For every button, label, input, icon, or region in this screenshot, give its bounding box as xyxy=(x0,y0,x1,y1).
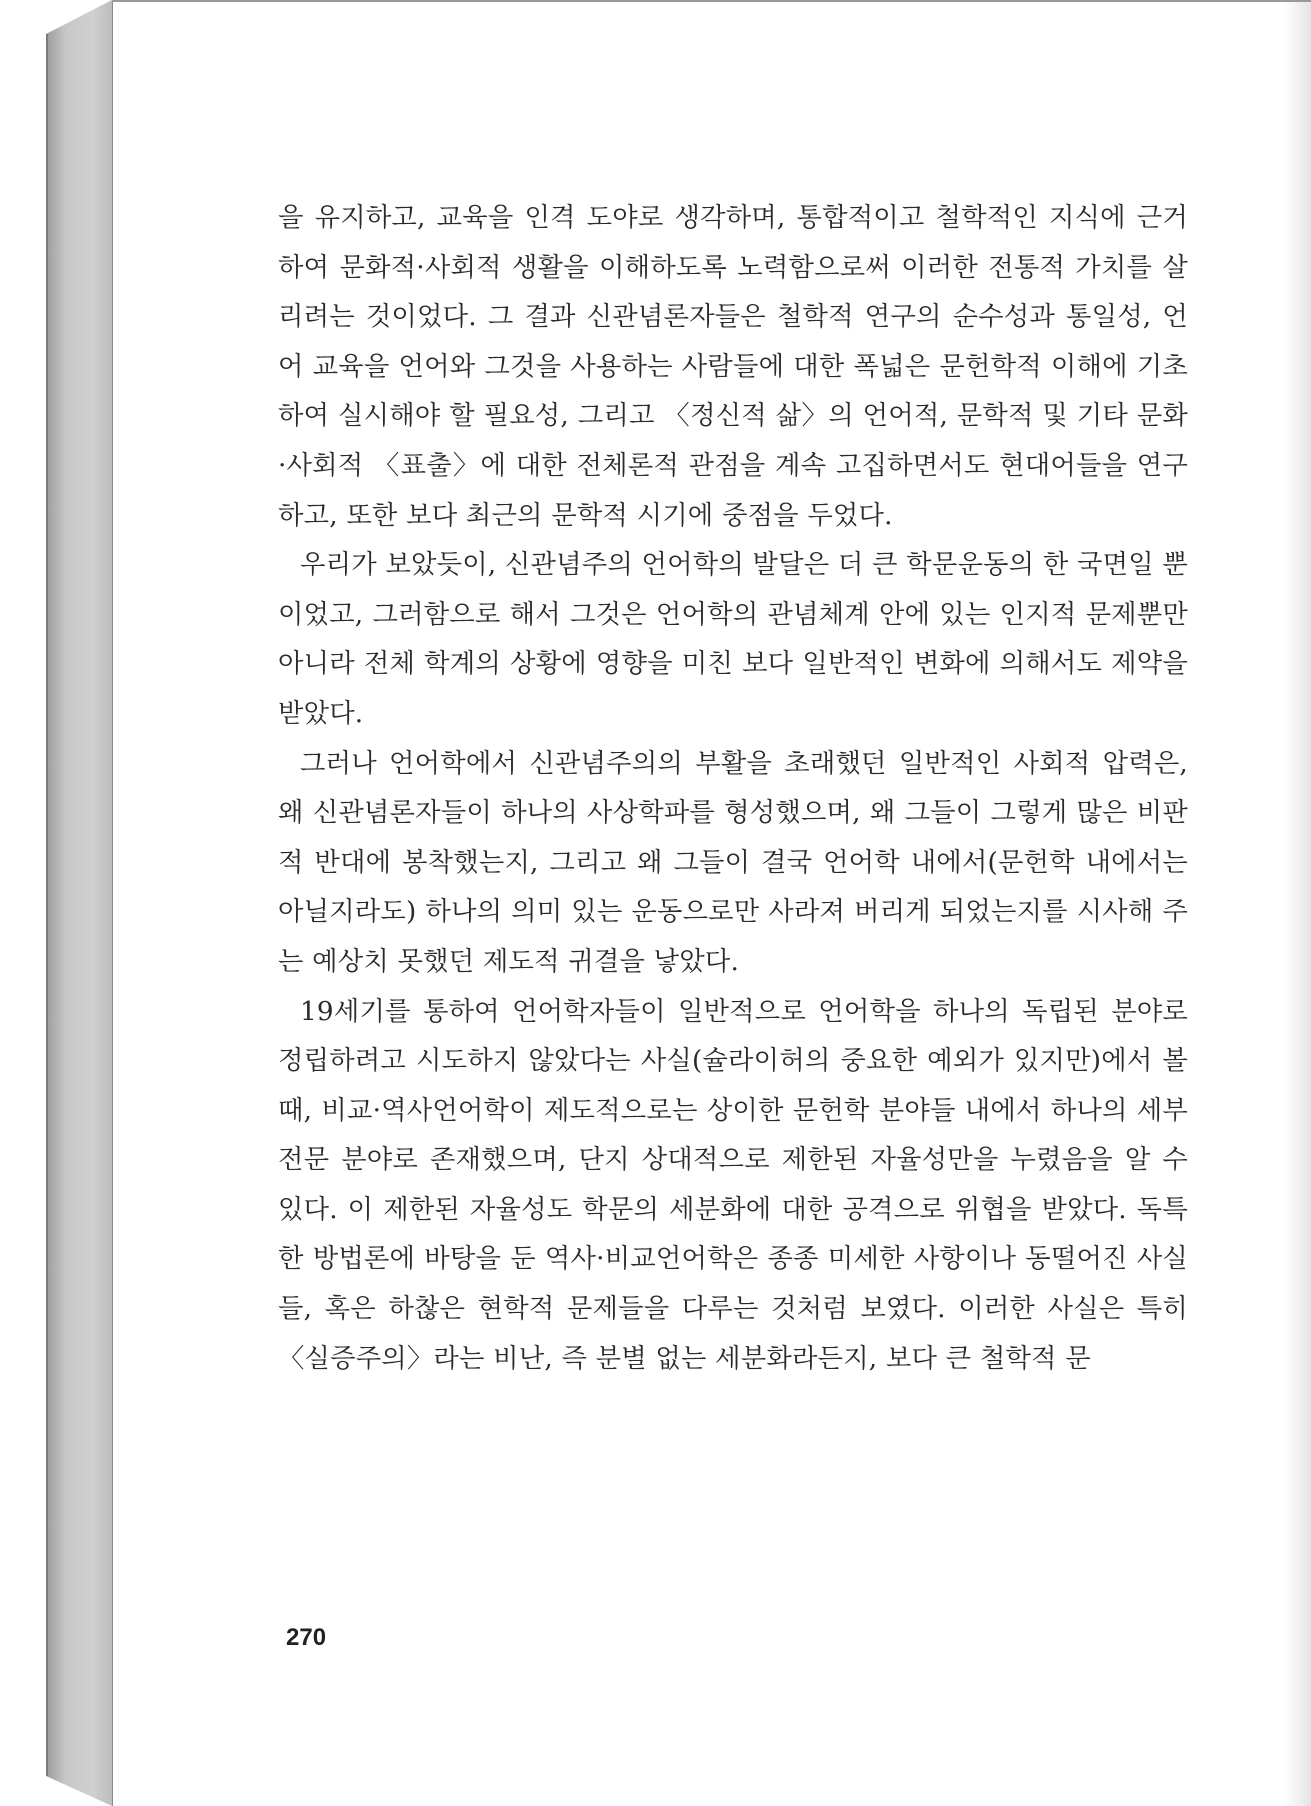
paragraph: 우리가 보았듯이, 신관념주의 언어학의 발달은 더 큰 학문운동의 한 국면일 뿐이었고, 그러함으로 해서 그것은 언어학의 관념체계 안에 있는 인지적 문제뿐만 아니라 전체 학계의 상황에 영향을 미친 보다 일반적인 변화에 의해서도 제약을 받았다. xyxy=(278,550,1188,729)
page-number: 270 xyxy=(286,1624,327,1651)
page-body-text xyxy=(278,194,1188,1384)
book-spine-edge xyxy=(46,34,48,1776)
paragraph: 을 유지하고, 교육을 인격 도야로 생각하며, 통합적이고 철학적인 지식에 근거하여 문화적·사회적 생활을 이해하도록 노력함으로써 이러한 전통적 가치를 살리려는 것이었다. 그 결과 신관념론자들은 철학적 연구의 순수성과 통일성, 언어 교육을 언어와 그것을 사용하는 사람들에 대한 폭넓은 문헌학적 이해에 기초하여 실시해야 할 필요성, 그리고 〈정신적 삶〉의 언어적, 문학적 및 기타 문화·사회적 〈표출〉에 대한 전체론적 관점을 계속 고집하면서도 현대어들을 연구하고, 또한 보다 최근의 문학적 시기에 중점을 두었다. xyxy=(278,203,1188,531)
book-spine xyxy=(46,0,112,1806)
paragraph: 그러나 언어학에서 신관념주의의 부활을 초래했던 일반적인 사회적 압력은, 왜 신관념론자들이 하나의 사상학파를 형성했으며, 왜 그들이 그렇게 많은 비판적 반대에 봉착했는지, 그리고 왜 그들이 결국 언어학 내에서(문헌학 내에서는 아닐지라도) 하나의 의미 있는 운동으로만 사라져 버리게 되었는지를 시사해 주는 예상치 못했던 제도적 귀결을 낳았다. xyxy=(278,748,1188,977)
paragraph: 19세기를 통하여 언어학자들이 일반적으로 언어학을 하나의 독립된 분야로 정립하려고 시도하지 않았다는 사실(슐라이허의 중요한 예외가 있지만)에서 볼 때, 비교·역사언어학이 제도적으로는 상이한 문헌학 분야들 내에서 하나의 세부 전문 분야로 존재했으며, 단지 상대적으로 제한된 자율성만을 누렸음을 알 수 있다. 이 제한된 자율성도 학문의 세분화에 대한 공격으로 위협을 받았다. 독특한 방법론에 바탕을 둔 역사·비교언어학은 종종 미세한 사항이나 동떨어진 사실들, 혹은 하찮은 현학적 문제들을 다루는 것처럼 보였다. 이러한 사실은 특히 〈실증주의〉라는 비난, 즉 분별 없는 세분화라든지, 보다 큰 철학적 문 xyxy=(278,996,1188,1374)
page-edge-shade xyxy=(1284,0,1311,1806)
page-top-border xyxy=(112,0,1311,2)
